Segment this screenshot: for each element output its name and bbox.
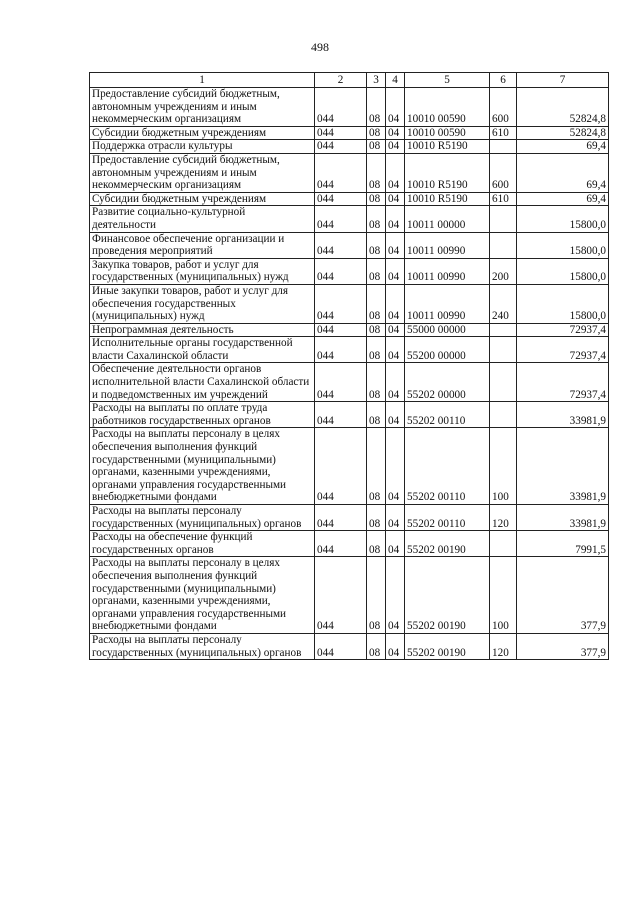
expense-type-cell: 600	[490, 88, 517, 127]
table-header-row	[90, 73, 609, 88]
column-header-2: 2	[315, 73, 367, 88]
section-code-cell: 08	[367, 88, 386, 127]
section-code-cell: 08	[367, 258, 386, 284]
amount-cell: 69,4	[517, 140, 609, 154]
subsection-code-cell: 04	[386, 557, 405, 634]
row-name-cell: Закупка товаров, работ и услуг для государственных (муниципальных) нужд	[90, 258, 315, 284]
row-name-cell: Обеспечение деятельности органов исполнительной власти Сахалинской области и подведомственных им учреждений	[90, 363, 315, 402]
ved-code-cell: 044	[315, 140, 367, 154]
expense-type-cell: 120	[490, 633, 517, 659]
amount-cell: 15800,0	[517, 232, 609, 258]
subsection-code-cell: 04	[386, 284, 405, 323]
row-name-cell: Расходы на обеспечение функций государственных органов	[90, 531, 315, 557]
table-row	[90, 258, 609, 284]
expense-type-cell: 200	[490, 258, 517, 284]
expense-type-cell: 100	[490, 428, 517, 505]
table-row	[90, 153, 609, 192]
subsection-code-cell: 04	[386, 126, 405, 140]
ved-code-cell: 044	[315, 88, 367, 127]
ved-code-cell: 044	[315, 363, 367, 402]
ved-code-cell: 044	[315, 505, 367, 531]
row-name-cell: Исполнительные органы государственной власти Сахалинской области	[90, 337, 315, 363]
ved-code-cell: 044	[315, 126, 367, 140]
ved-code-cell: 044	[315, 337, 367, 363]
target-article-cell: 55202 00110	[405, 402, 490, 428]
target-article-cell: 10010 R5190	[405, 140, 490, 154]
target-article-cell: 55202 00190	[405, 557, 490, 634]
section-code-cell: 08	[367, 126, 386, 140]
target-article-cell: 10011 00990	[405, 258, 490, 284]
table-row	[90, 505, 609, 531]
target-article-cell: 10011 00990	[405, 284, 490, 323]
amount-cell: 7991,5	[517, 531, 609, 557]
subsection-code-cell: 04	[386, 323, 405, 337]
subsection-code-cell: 04	[386, 505, 405, 531]
subsection-code-cell: 04	[386, 428, 405, 505]
expense-type-cell	[490, 363, 517, 402]
subsection-code-cell: 04	[386, 88, 405, 127]
section-code-cell: 08	[367, 206, 386, 232]
expense-type-cell	[490, 531, 517, 557]
table-row	[90, 323, 609, 337]
section-code-cell: 08	[367, 428, 386, 505]
section-code-cell: 08	[367, 505, 386, 531]
section-code-cell: 08	[367, 557, 386, 634]
target-article-cell: 10010 00590	[405, 126, 490, 140]
amount-cell: 72937,4	[517, 337, 609, 363]
subsection-code-cell: 04	[386, 140, 405, 154]
target-article-cell: 10011 00000	[405, 206, 490, 232]
amount-cell: 377,9	[517, 633, 609, 659]
column-header-6: 6	[490, 73, 517, 88]
section-code-cell: 08	[367, 232, 386, 258]
expense-type-cell: 100	[490, 557, 517, 634]
amount-cell: 15800,0	[517, 258, 609, 284]
row-name-cell: Расходы на выплаты персоналу в целях обеспечения выполнения функций государственными (муниципальными) органами, казенными учреждениями, органами управления государственными внебюджетными фондами	[90, 557, 315, 634]
section-code-cell: 08	[367, 363, 386, 402]
section-code-cell: 08	[367, 284, 386, 323]
subsection-code-cell: 04	[386, 258, 405, 284]
ved-code-cell: 044	[315, 284, 367, 323]
table-row	[90, 428, 609, 505]
row-name-cell: Развитие социально-культурной деятельности	[90, 206, 315, 232]
amount-cell: 69,4	[517, 153, 609, 192]
target-article-cell: 55202 00110	[405, 505, 490, 531]
column-header-3: 3	[367, 73, 386, 88]
subsection-code-cell: 04	[386, 633, 405, 659]
column-header-7: 7	[517, 73, 609, 88]
section-code-cell: 08	[367, 153, 386, 192]
amount-cell: 33981,9	[517, 505, 609, 531]
subsection-code-cell: 04	[386, 337, 405, 363]
target-article-cell: 55202 00190	[405, 633, 490, 659]
expense-type-cell	[490, 140, 517, 154]
ved-code-cell: 044	[315, 153, 367, 192]
row-name-cell: Предоставление субсидий бюджетным, автономным учреждениям и иным некоммерческим организациям	[90, 88, 315, 127]
ved-code-cell: 044	[315, 323, 367, 337]
target-article-cell: 10010 00590	[405, 88, 490, 127]
table-row	[90, 284, 609, 323]
row-name-cell: Финансовое обеспечение организации и проведения мероприятий	[90, 232, 315, 258]
ved-code-cell: 044	[315, 428, 367, 505]
section-code-cell: 08	[367, 140, 386, 154]
expense-type-cell	[490, 206, 517, 232]
amount-cell: 69,4	[517, 192, 609, 206]
table-row	[90, 633, 609, 659]
amount-cell: 33981,9	[517, 402, 609, 428]
subsection-code-cell: 04	[386, 402, 405, 428]
table-row	[90, 126, 609, 140]
table-row	[90, 88, 609, 127]
section-code-cell: 08	[367, 323, 386, 337]
expense-type-cell: 240	[490, 284, 517, 323]
amount-cell: 52824,8	[517, 88, 609, 127]
table-row	[90, 402, 609, 428]
row-name-cell: Субсидии бюджетным учреждениям	[90, 126, 315, 140]
column-header-4: 4	[386, 73, 405, 88]
amount-cell: 72937,4	[517, 363, 609, 402]
target-article-cell: 55000 00000	[405, 323, 490, 337]
row-name-cell: Расходы на выплаты персоналу государственных (муниципальных) органов	[90, 505, 315, 531]
expense-type-cell: 120	[490, 505, 517, 531]
ved-code-cell: 044	[315, 557, 367, 634]
table-body	[90, 88, 609, 660]
column-header-5: 5	[405, 73, 490, 88]
ved-code-cell: 044	[315, 206, 367, 232]
amount-cell: 15800,0	[517, 206, 609, 232]
section-code-cell: 08	[367, 337, 386, 363]
row-name-cell: Расходы на выплаты по оплате труда работников государственных органов	[90, 402, 315, 428]
table-row	[90, 363, 609, 402]
expense-type-cell: 610	[490, 192, 517, 206]
expense-type-cell: 610	[490, 126, 517, 140]
table-row	[90, 232, 609, 258]
target-article-cell: 55202 00190	[405, 531, 490, 557]
table-row	[90, 206, 609, 232]
subsection-code-cell: 04	[386, 232, 405, 258]
row-name-cell: Субсидии бюджетным учреждениям	[90, 192, 315, 206]
expense-type-cell	[490, 323, 517, 337]
row-name-cell: Расходы на выплаты персоналу государственных (муниципальных) органов	[90, 633, 315, 659]
subsection-code-cell: 04	[386, 192, 405, 206]
section-code-cell: 08	[367, 633, 386, 659]
target-article-cell: 55202 00000	[405, 363, 490, 402]
table-row	[90, 531, 609, 557]
row-name-cell: Предоставление субсидий бюджетным, автономным учреждениям и иным некоммерческим организациям	[90, 153, 315, 192]
column-header-1: 1	[90, 73, 315, 88]
table-row	[90, 192, 609, 206]
target-article-cell: 55200 00000	[405, 337, 490, 363]
target-article-cell: 10010 R5190	[405, 153, 490, 192]
ved-code-cell: 044	[315, 258, 367, 284]
row-name-cell: Иные закупки товаров, работ и услуг для обеспечения государственных (муниципальных) нужд	[90, 284, 315, 323]
expense-type-cell	[490, 232, 517, 258]
target-article-cell: 55202 00110	[405, 428, 490, 505]
page-number: 498	[311, 40, 329, 54]
expense-type-cell: 600	[490, 153, 517, 192]
table-row	[90, 557, 609, 634]
amount-cell: 72937,4	[517, 323, 609, 337]
subsection-code-cell: 04	[386, 363, 405, 402]
target-article-cell: 10010 R5190	[405, 192, 490, 206]
expense-type-cell	[490, 402, 517, 428]
ved-code-cell: 044	[315, 633, 367, 659]
ved-code-cell: 044	[315, 192, 367, 206]
row-name-cell: Непрограммная деятельность	[90, 323, 315, 337]
subsection-code-cell: 04	[386, 206, 405, 232]
row-name-cell: Расходы на выплаты персоналу в целях обеспечения выполнения функций государственными (муниципальными) органами, казенными учреждениями, органами управления государственными внебюджетными фондами	[90, 428, 315, 505]
table-row	[90, 337, 609, 363]
subsection-code-cell: 04	[386, 153, 405, 192]
subsection-code-cell: 04	[386, 531, 405, 557]
table-row	[90, 140, 609, 154]
target-article-cell: 10011 00990	[405, 232, 490, 258]
ved-code-cell: 044	[315, 402, 367, 428]
expense-type-cell	[490, 337, 517, 363]
section-code-cell: 08	[367, 531, 386, 557]
ved-code-cell: 044	[315, 531, 367, 557]
section-code-cell: 08	[367, 192, 386, 206]
section-code-cell: 08	[367, 402, 386, 428]
amount-cell: 33981,9	[517, 428, 609, 505]
amount-cell: 52824,8	[517, 126, 609, 140]
ved-code-cell: 044	[315, 232, 367, 258]
amount-cell: 377,9	[517, 557, 609, 634]
budget-table	[89, 72, 609, 660]
amount-cell: 15800,0	[517, 284, 609, 323]
row-name-cell: Поддержка отрасли культуры	[90, 140, 315, 154]
